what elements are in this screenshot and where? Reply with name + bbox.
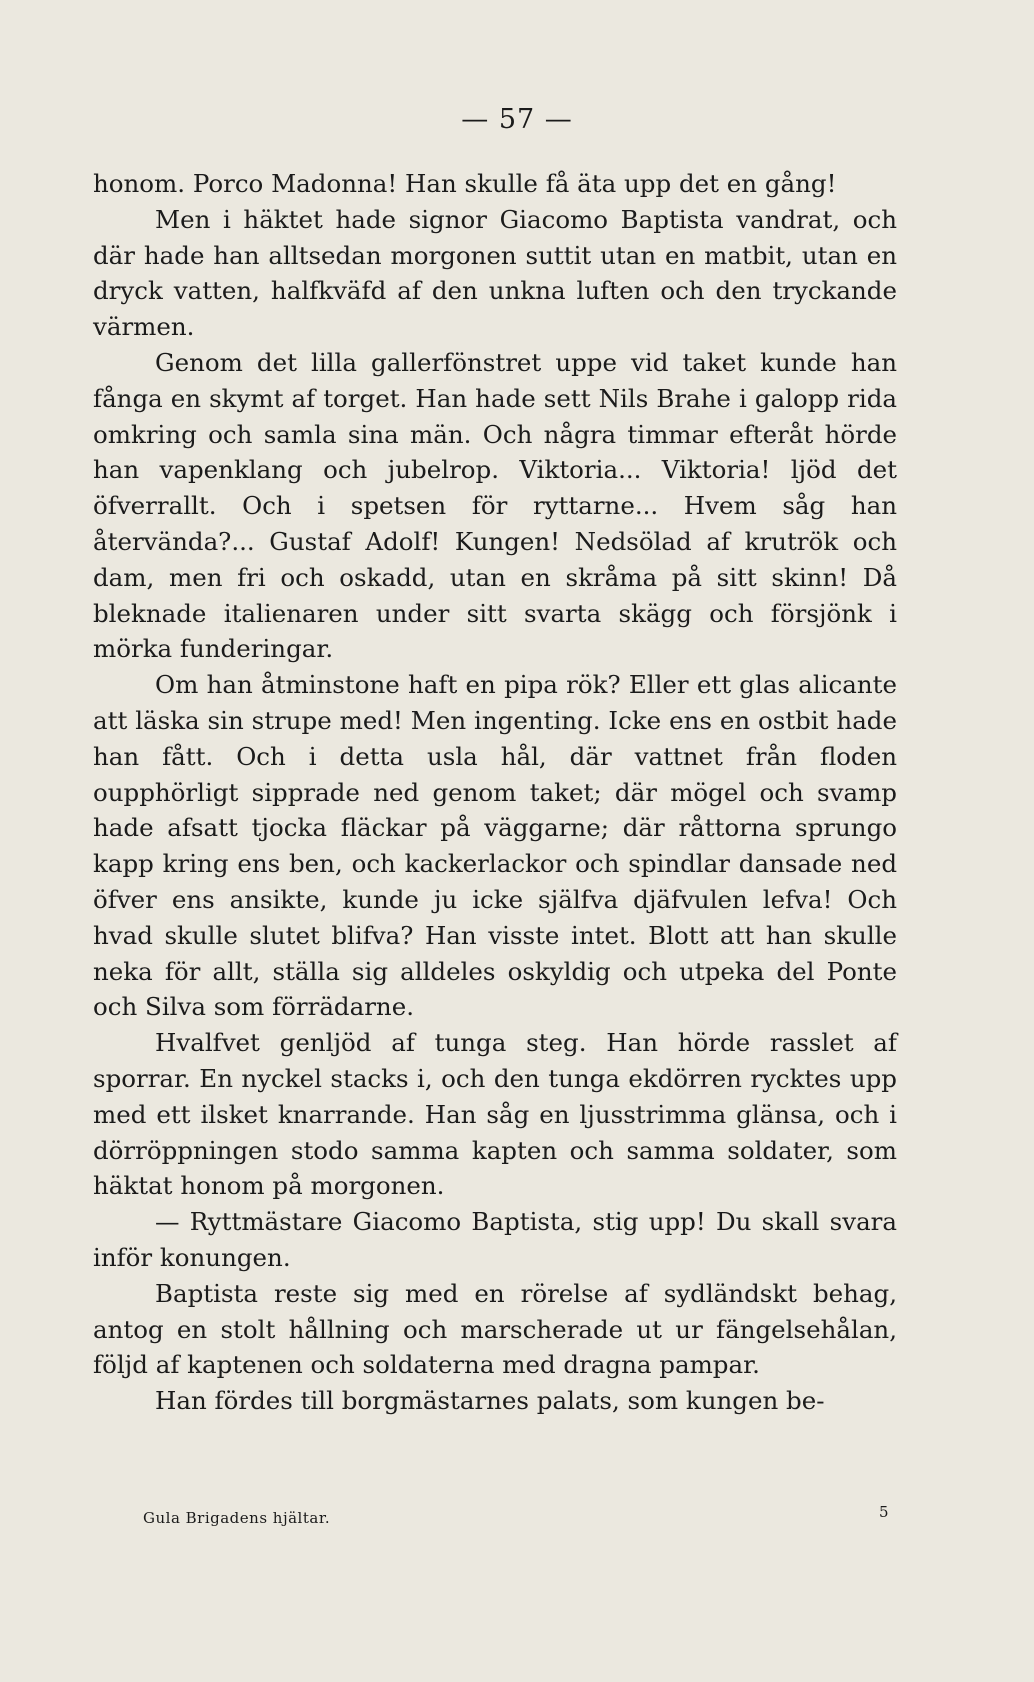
paragraph: — Ryttmästare Giacomo Baptista, stig upp! Du skall svara inför konungen. (93, 1207, 897, 1272)
page-number: — 57 — (461, 104, 573, 135)
paragraph: Men i häktet hade signor Giacomo Baptista vandrat, och där hade han alltsedan morgonen suttit utan en matbit, utan en dryck vatten, halfkväfd af den unkna luften och den tryckande värmen. (93, 204, 897, 342)
body-text (93, 166, 897, 1419)
footer-signature-mark: 5 (878, 1503, 889, 1521)
paragraph: Han fördes till borgmästarnes palats, som kungen be- (155, 1386, 825, 1416)
footer-book-title: Gula Brigadens hjältar. (143, 1509, 331, 1527)
paragraph: honom. Porco Madonna! Han skulle få äta upp det en gång! (93, 169, 837, 198)
paragraph: Hvalfvet genljöd af tunga steg. Han hörde rasslet af sporrar. En nyckel stacks i, och den tunga ekdörren rycktes upp med ett ilsket knarrande. Han såg en ljusstrimma glänsa, och i dörröppningen stodo samma kapten och samma soldater, som häktat honom på morgonen. (93, 1028, 897, 1201)
paragraph: Om han åtminstone haft en pipa rök? Eller ett glas alicante att läska sin strupe med! Men ingenting. Icke ens en ostbit hade han fått. Och i detta usla hål, där vattnet från floden oupphörligt sipprade ned genom taket; där mögel och svamp hade afsatt tjocka fläckar på väggarne; där råttorna sprungo kapp kring ens ben, och kackerlackor och spindlar dansade ned öfver ens ansikte, kunde ju icke själfva djäfvulen lefva! Och hvad skulle slutet blifva? Han visste intet. Blott att han skulle neka för allt, ställa sig alldeles oskyldig och utpeka del Ponte och Silva som förrädarne. (93, 670, 897, 1022)
paragraph: Baptista reste sig med en rörelse af sydländskt behag, antog en stolt hållning och marscherade ut ur fängelsehålan, följd af kaptenen och soldaterna med dragna pampar. (93, 1278, 897, 1380)
paragraph: Genom det lilla gallerfönstret uppe vid taket kunde han fånga en skymt af torget. Han hade sett Nils Brahe i galopp rida omkring och samla sina män. Och några timmar efteråt hörde han vapenklang och jubelrop. Viktoria... Viktoria! ljöd det öfverrallt. Och i spetsen för ryttarne... Hvem såg han återvända?... Gustaf Adolf! Kungen! Nedsölad af krutrök och dam, men fri och oskadd, utan en skråma på sitt skinn! Då bleknade italienaren under sitt svarta skägg och försjönk i mörka funderingar. (93, 347, 897, 664)
